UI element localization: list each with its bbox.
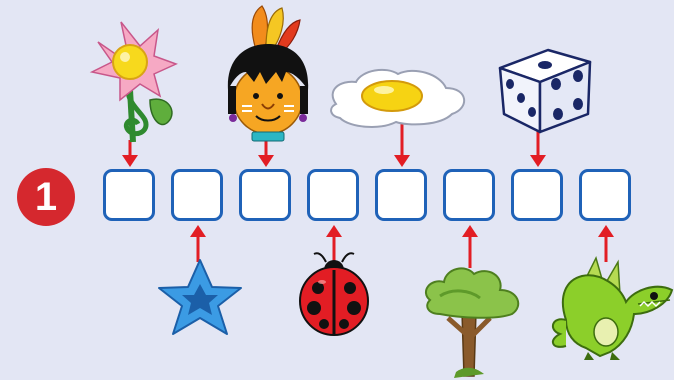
dragon-icon: [553, 258, 672, 360]
native-child-icon: [228, 6, 308, 141]
dice-icon: [500, 50, 590, 132]
flower-icon: [92, 22, 176, 142]
fried-egg-icon: [331, 70, 464, 127]
tree-icon: [426, 268, 518, 378]
star-icon: [159, 260, 241, 334]
top-arrows: [122, 122, 546, 167]
ladybug-icon: [300, 253, 368, 335]
bottom-arrows: [190, 225, 614, 268]
exercise-number-badge: 1: [17, 168, 75, 226]
